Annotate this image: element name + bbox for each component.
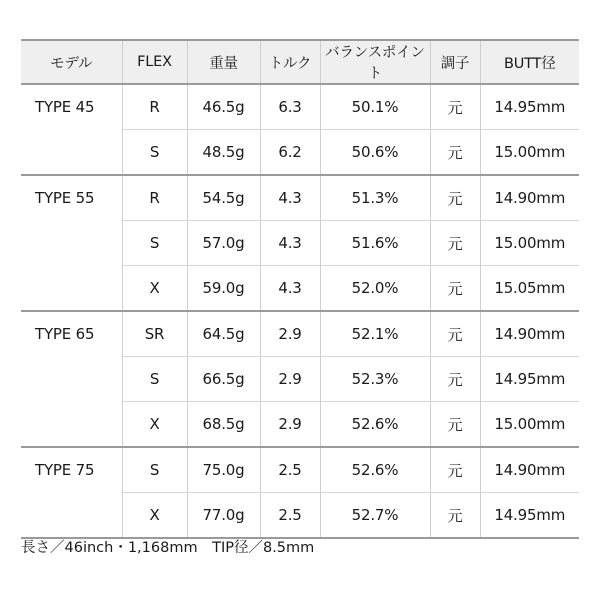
weight-cell: 54.5g	[187, 175, 260, 221]
kick-point-cell: 元	[430, 311, 480, 357]
header-butt-diameter: BUTT径	[480, 40, 579, 84]
flex-cell: SR	[122, 311, 187, 357]
kick-point-cell: 元	[430, 402, 480, 448]
butt-diameter-cell: 14.95mm	[480, 84, 579, 130]
model-cell: TYPE 75	[21, 447, 122, 538]
balance-point-cell: 50.6%	[320, 130, 430, 176]
balance-point-cell: 50.1%	[320, 84, 430, 130]
butt-diameter-cell: 14.95mm	[480, 493, 579, 539]
header-balance-point: バランスポイント	[320, 40, 430, 84]
torque-cell: 4.3	[260, 266, 320, 312]
butt-diameter-cell: 14.90mm	[480, 311, 579, 357]
torque-cell: 4.3	[260, 175, 320, 221]
balance-point-cell: 52.6%	[320, 402, 430, 448]
kick-point-cell: 元	[430, 84, 480, 130]
butt-diameter-cell: 15.00mm	[480, 402, 579, 448]
balance-point-cell: 52.3%	[320, 357, 430, 402]
kick-point-cell: 元	[430, 130, 480, 176]
flex-cell: R	[122, 175, 187, 221]
torque-cell: 2.9	[260, 311, 320, 357]
flex-cell: R	[122, 84, 187, 130]
table-row	[21, 175, 579, 221]
butt-diameter-cell: 14.90mm	[480, 447, 579, 493]
torque-cell: 6.3	[260, 84, 320, 130]
weight-cell: 57.0g	[187, 221, 260, 266]
flex-cell: S	[122, 221, 187, 266]
torque-cell: 2.5	[260, 493, 320, 539]
flex-cell: X	[122, 402, 187, 448]
weight-cell: 59.0g	[187, 266, 260, 312]
kick-point-cell: 元	[430, 447, 480, 493]
spec-table	[21, 39, 579, 539]
weight-cell: 64.5g	[187, 311, 260, 357]
flex-cell: S	[122, 130, 187, 176]
header-weight: 重量	[187, 40, 260, 84]
flex-cell: X	[122, 493, 187, 539]
header-kick-point: 調子	[430, 40, 480, 84]
table-row	[21, 84, 579, 130]
flex-cell: X	[122, 266, 187, 312]
torque-cell: 2.9	[260, 357, 320, 402]
torque-cell: 2.9	[260, 402, 320, 448]
flex-cell: S	[122, 357, 187, 402]
header-model: モデル	[21, 40, 122, 84]
weight-cell: 66.5g	[187, 357, 260, 402]
weight-cell: 46.5g	[187, 84, 260, 130]
header-flex: FLEX	[122, 40, 187, 84]
table-row	[21, 311, 579, 357]
butt-diameter-cell: 15.00mm	[480, 221, 579, 266]
butt-diameter-cell: 14.90mm	[480, 175, 579, 221]
balance-point-cell: 52.6%	[320, 447, 430, 493]
torque-cell: 4.3	[260, 221, 320, 266]
butt-diameter-cell: 15.05mm	[480, 266, 579, 312]
balance-point-cell: 52.0%	[320, 266, 430, 312]
kick-point-cell: 元	[430, 175, 480, 221]
torque-cell: 2.5	[260, 447, 320, 493]
kick-point-cell: 元	[430, 221, 480, 266]
butt-diameter-cell: 15.00mm	[480, 130, 579, 176]
balance-point-cell: 52.7%	[320, 493, 430, 539]
weight-cell: 75.0g	[187, 447, 260, 493]
table-row	[21, 447, 579, 493]
model-cell: TYPE 55	[21, 175, 122, 311]
model-cell: TYPE 45	[21, 84, 122, 175]
header-torque: トルク	[260, 40, 320, 84]
balance-point-cell: 51.3%	[320, 175, 430, 221]
header-row	[21, 40, 579, 84]
balance-point-cell: 51.6%	[320, 221, 430, 266]
butt-diameter-cell: 14.95mm	[480, 357, 579, 402]
torque-cell: 6.2	[260, 130, 320, 176]
weight-cell: 48.5g	[187, 130, 260, 176]
kick-point-cell: 元	[430, 266, 480, 312]
balance-point-cell: 52.1%	[320, 311, 430, 357]
weight-cell: 68.5g	[187, 402, 260, 448]
model-cell: TYPE 65	[21, 311, 122, 447]
flex-cell: S	[122, 447, 187, 493]
weight-cell: 77.0g	[187, 493, 260, 539]
table-body	[21, 84, 579, 538]
kick-point-cell: 元	[430, 357, 480, 402]
footnote: 長さ／46inch・1,168mm TIP径／8.5mm	[21, 540, 315, 556]
kick-point-cell: 元	[430, 493, 480, 539]
